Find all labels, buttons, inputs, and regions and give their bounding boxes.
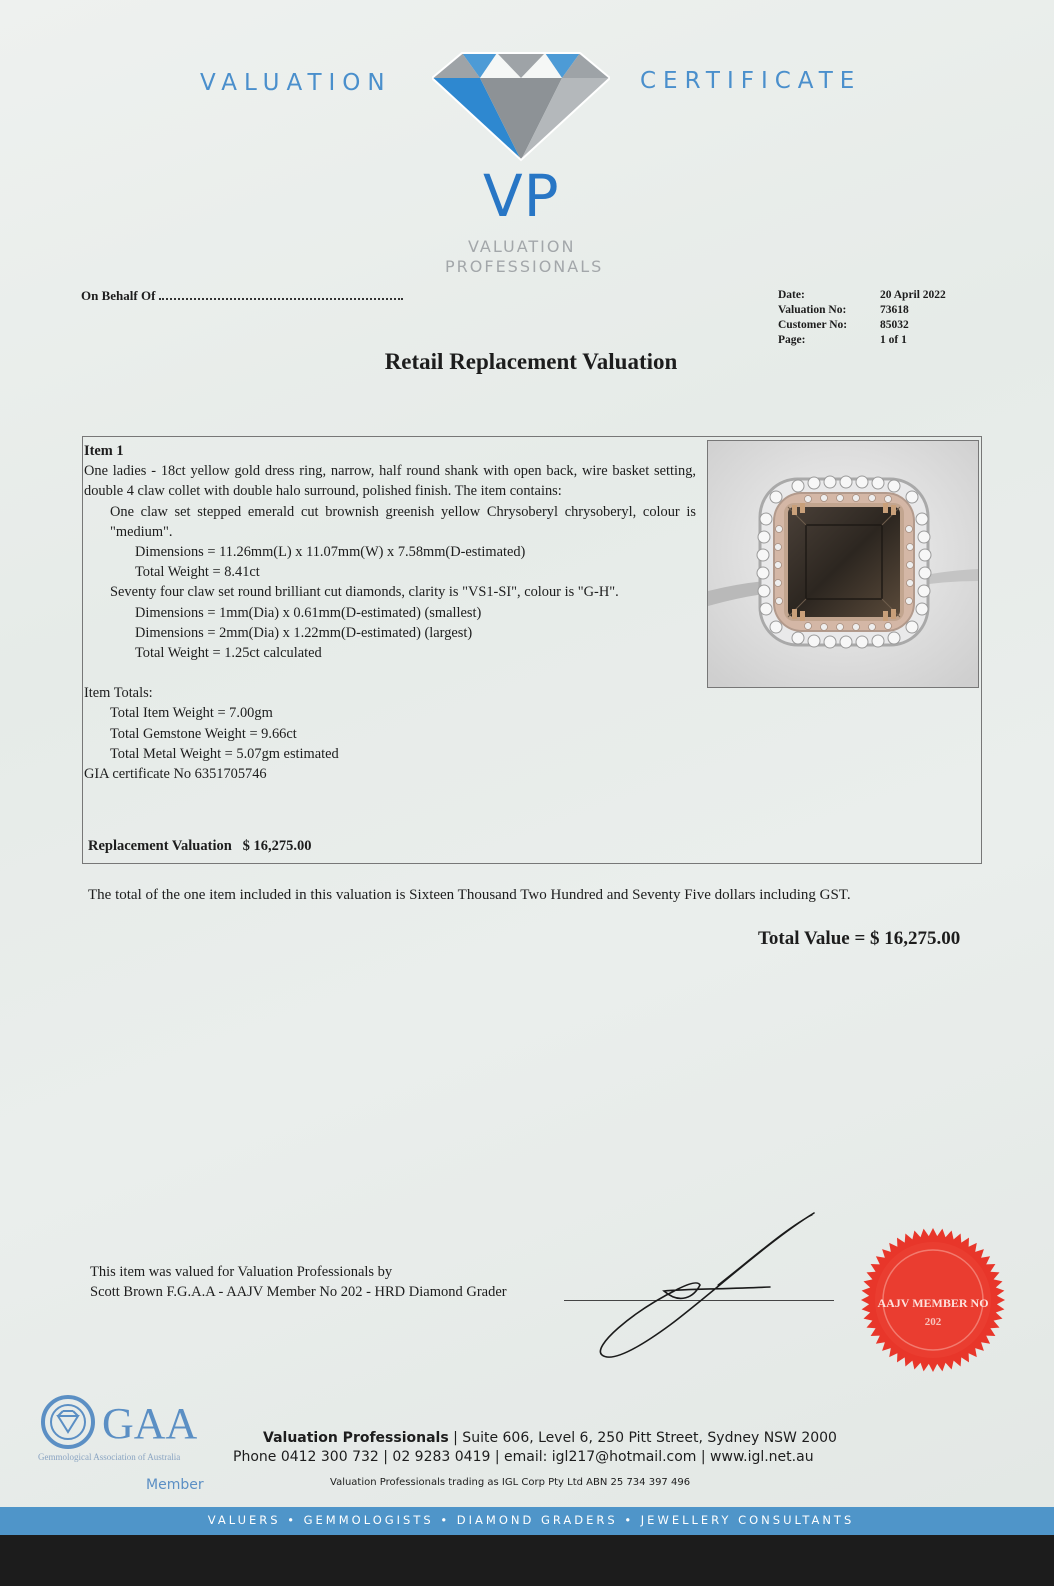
header-certificate-word: CERTIFICATE xyxy=(640,68,862,94)
meta-row-valuation-no xyxy=(778,303,946,318)
item-totals-heading: Item Totals: xyxy=(84,685,153,702)
gaa-letters: GAA xyxy=(102,1399,198,1448)
footer-trading: Valuation Professionals trading as IGL Corp Pty Ltd ABN 25 734 397 496 xyxy=(330,1477,691,1488)
footer-contact: Phone 0412 300 732 | 02 9283 0419 | email: igl217@hotmail.com | www.igl.net.au xyxy=(233,1449,814,1465)
stone2-description: Seventy four claw set round brilliant cut diamonds, clarity is "VS1-SI", colour is "G-H". xyxy=(110,584,619,601)
vp-logo-letters: VP xyxy=(483,162,560,230)
meta-label: Customer No: xyxy=(778,319,848,331)
meta-value: 20 April 2022 xyxy=(880,289,946,301)
stone1-description: One claw set stepped emerald cut brownish greenish yellow Chrysoberyl chrysoberyl, colour is "medium". xyxy=(110,503,696,540)
meta-value: 85032 xyxy=(880,319,909,331)
ring-photo xyxy=(707,440,979,688)
total-gemstone-weight: Total Gemstone Weight = 9.66ct xyxy=(110,725,297,742)
meta-row-customer-no xyxy=(778,318,946,333)
seal-text: AAJV MEMBER NO xyxy=(877,1296,989,1310)
total-sentence: The total of the one item included in this valuation is Sixteen Thousand Two Hundred and Seventy Five dollars including GST. xyxy=(88,887,851,903)
on-behalf-dotted-line xyxy=(159,288,403,300)
certificate-meta xyxy=(778,288,946,348)
meta-value: 1 of 1 xyxy=(880,334,907,346)
stone1-dimensions: Dimensions = 11.26mm(L) x 11.07mm(W) x 7.58mm(D-estimated) xyxy=(135,544,526,561)
gaa-caption: Gemmological Association of Australia xyxy=(38,1452,181,1462)
valued-by xyxy=(90,1262,507,1302)
diamond-logo-icon xyxy=(432,48,610,163)
footer-company-line xyxy=(263,1430,837,1446)
gaa-member: Member xyxy=(146,1477,204,1493)
stone2-weight: Total Weight = 1.25ct calculated xyxy=(135,645,322,662)
stone2-dimensions-smallest: Dimensions = 1mm(Dia) x 0.61mm(D-estimated) (smallest) xyxy=(135,604,482,621)
stone1-weight: Total Weight = 8.41ct xyxy=(135,564,260,581)
ring-image-icon xyxy=(708,441,978,687)
item-description: One ladies - 18ct yellow gold dress ring, narrow, half round shank with open back, wire basket setting, double 4 claw collet with double halo surround, polished finish. The item contains: xyxy=(84,463,696,500)
gia-certificate: GIA certificate No 6351705746 xyxy=(84,766,267,783)
item-heading: Item 1 xyxy=(84,443,124,459)
aajv-seal-icon xyxy=(858,1225,1008,1375)
meta-row-date xyxy=(778,288,946,303)
total-metal-weight: Total Metal Weight = 5.07gm estimated xyxy=(110,745,339,762)
meta-label: Valuation No: xyxy=(778,304,847,316)
on-behalf-label: On Behalf Of xyxy=(81,288,156,303)
document-title: Retail Replacement Valuation xyxy=(384,349,678,374)
valued-by-line2: Scott Brown F.G.A.A - AAJV Member No 202 - HRD Diamond Grader xyxy=(90,1284,507,1300)
footer-company-name: Valuation Professionals xyxy=(263,1430,449,1446)
header-valuation-word: VALUATION xyxy=(200,70,392,96)
footer-address: | Suite 606, Level 6, 250 Pitt Street, Sydney NSW 2000 xyxy=(448,1430,837,1446)
meta-value: 73618 xyxy=(880,304,909,316)
on-behalf-of xyxy=(81,288,403,304)
item-details xyxy=(84,441,696,784)
meta-label: Page: xyxy=(778,334,806,346)
logo-subtitle-professionals: PROFESSIONALS xyxy=(445,257,604,276)
photo-background-edge xyxy=(0,1535,1054,1586)
footer-band-text: VALUERS • GEMMOLOGISTS • DIAMOND GRADERS • JEWELLERY CONSULTANTS xyxy=(207,1513,855,1527)
gaa-logo-icon xyxy=(38,1394,210,1494)
valued-by-line1: This item was valued for Valuation Professionals by xyxy=(90,1264,393,1280)
total-item-weight: Total Item Weight = 7.00gm xyxy=(110,705,273,722)
seal-number: 202 xyxy=(924,1316,942,1328)
meta-label: Date: xyxy=(778,289,805,301)
replacement-valuation xyxy=(88,838,312,855)
replacement-label: Replacement Valuation xyxy=(88,838,232,854)
stone2-dimensions-largest: Dimensions = 2mm(Dia) x 1.22mm(D-estimated) (largest) xyxy=(135,624,473,641)
total-value: Total Value = $ 16,275.00 xyxy=(758,928,961,949)
logo-subtitle-valuation: VALUATION xyxy=(468,237,576,256)
replacement-value: $ 16,275.00 xyxy=(242,838,312,854)
signature-icon xyxy=(590,1205,830,1365)
meta-row-page xyxy=(778,333,946,348)
